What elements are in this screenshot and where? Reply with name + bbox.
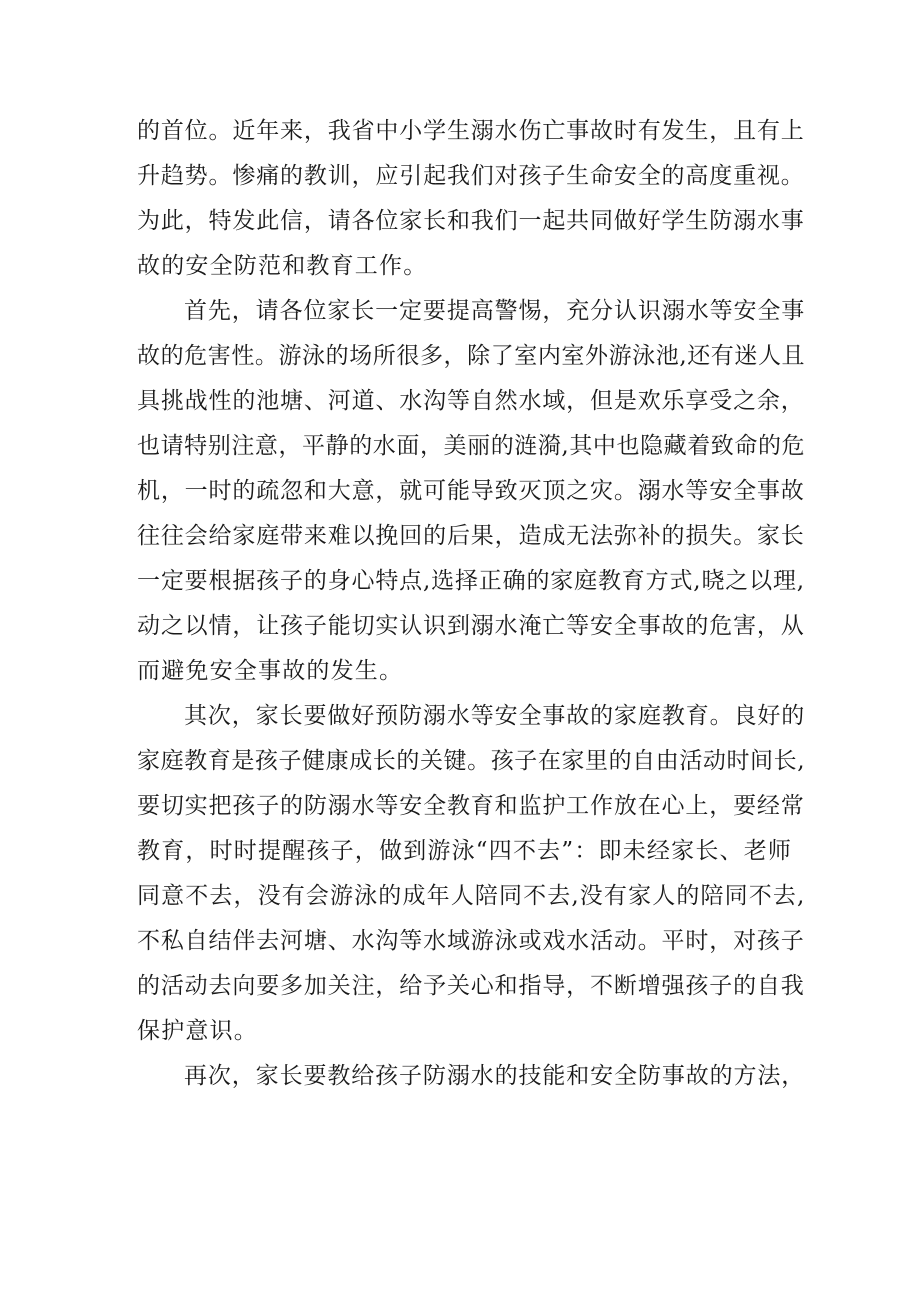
text-line: 具挑战性的池塘、河道、水沟等自然水域，但是欢乐享受之余， <box>137 388 805 414</box>
text-line: 机，一时的疏忽和大意，就可能导致灭顶之灾。溺水等安全事故 <box>137 478 805 504</box>
text-line: 其次，家长要做好预防溺水等安全事故的家庭教育。良好的 <box>184 703 806 729</box>
text-line: 升趋势。惨痛的教训，应引起我们对孩子生命安全的高度重视。 <box>137 163 805 189</box>
text-line: 故的危害性。游泳的场所很多，除了室内室外游泳池,还有迷人且 <box>137 343 806 369</box>
text-line: 首先，请各位家长一定要提高警惕，充分认识溺水等安全事 <box>184 298 806 324</box>
text-line: 要切实把孩子的防溺水等安全教育和监护工作放在心上，要经常 <box>137 793 805 819</box>
text-line: 保护意识。 <box>137 1018 258 1044</box>
text-line: 的活动去向要多加关注，给予关心和指导，不断增强孩子的自我 <box>137 973 805 999</box>
text-line: 也请特别注意，平静的水面，美丽的涟漪,其中也隐藏着致命的危 <box>137 433 806 459</box>
text-line: 往往会给家庭带来难以挽回的后果，造成无法弥补的损失。家长 <box>137 523 805 549</box>
text-line: 而避免安全事故的发生。 <box>137 658 404 684</box>
text-line: 为此，特发此信，请各位家长和我们一起共同做好学生防溺水事 <box>137 208 805 234</box>
text-line: 动之以情，让孩子能切实认识到溺水淹亡等安全事故的危害，从 <box>137 613 805 639</box>
text-line: 的首位。近年来，我省中小学生溺水伤亡事故时有发生，且有上 <box>137 118 805 144</box>
text-line: 教育，时时提醒孩子，做到游泳“四不去”：即未经家长、老师 <box>137 838 793 864</box>
body-text <box>137 109 805 1099</box>
text-line: 不私自结伴去河塘、水沟等水域游泳或戏水活动。平时，对孩子 <box>137 928 805 954</box>
text-line: 一定要根据孩子的身心特点,选择正确的家庭教育方式,晓之以理, <box>137 568 805 594</box>
text-line: 故的安全防范和教育工作。 <box>137 253 428 279</box>
text-line: 同意不去，没有会游泳的成年人陪同不去,没有家人的陪同不去, <box>137 883 806 909</box>
text-line: 家庭教育是孩子健康成长的关键。孩子在家里的自由活动时间长, <box>137 748 806 774</box>
text-line: 再次，家长要教给孩子防溺水的技能和安全防事故的方法， <box>184 1063 806 1089</box>
